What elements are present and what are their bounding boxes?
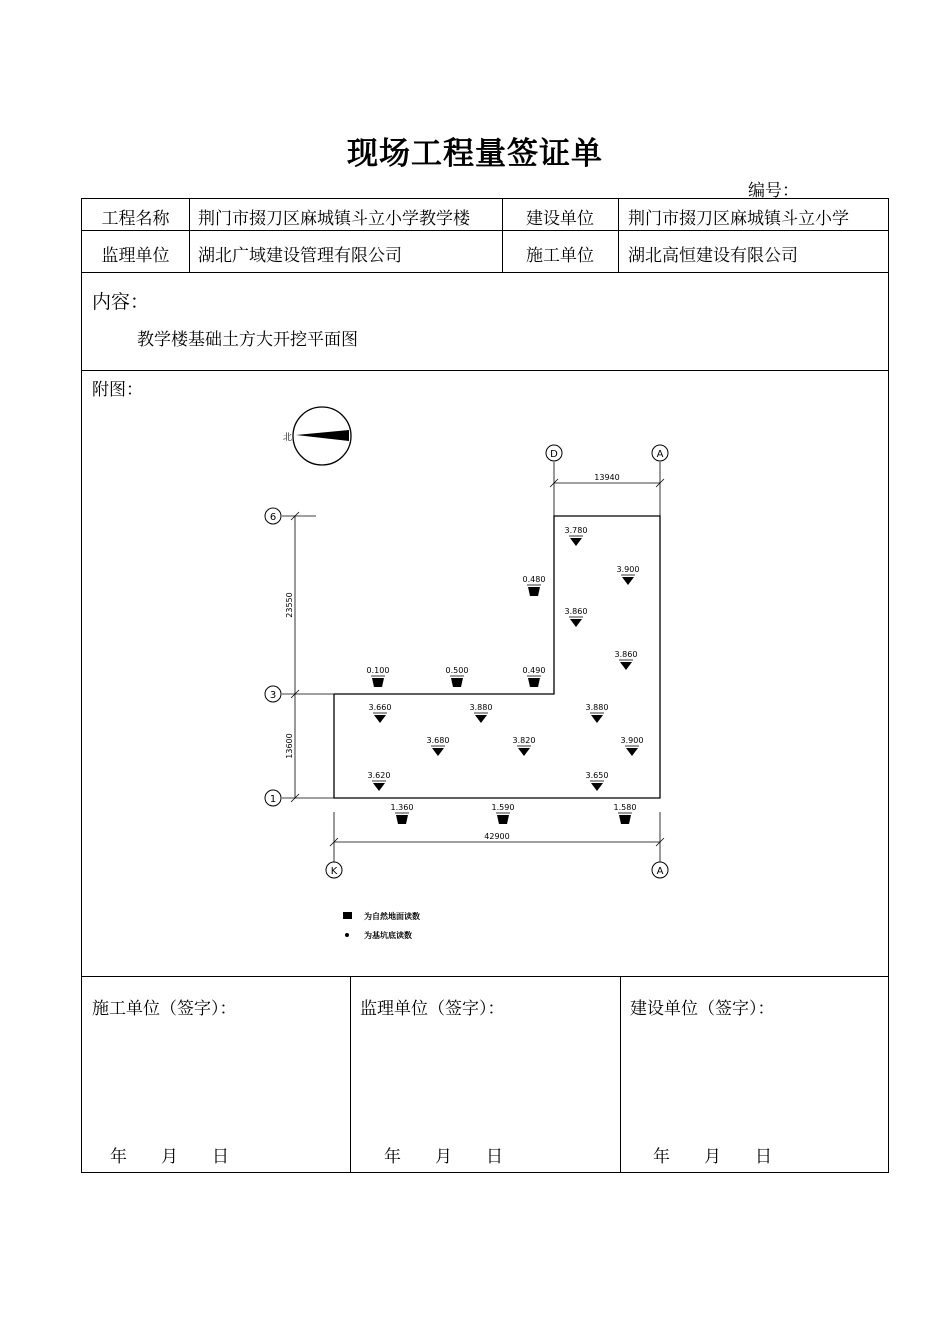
natural-ground-reading: 1.360 xyxy=(390,803,414,812)
pit-bottom-marker xyxy=(565,607,588,627)
axis-3-label: 3 xyxy=(269,690,277,701)
axis-6-label: 6 xyxy=(269,512,277,523)
supervisor-signature-date: 年 月 日 xyxy=(384,1147,503,1167)
pit-bottom-marker xyxy=(470,703,493,723)
pit-bottom-reading: 3.780 xyxy=(564,526,588,535)
dim-bottom-width: 42900 xyxy=(484,832,510,841)
natural-ground-marker xyxy=(391,803,414,824)
pit-bottom-marker xyxy=(586,771,609,791)
natural-ground-reading: 0.480 xyxy=(522,575,546,584)
project-name-value: 荆门市掇刀区麻城镇斗立小学教学楼 xyxy=(198,209,470,229)
natural-ground-marker xyxy=(614,803,637,824)
natural-ground-reading: 0.100 xyxy=(366,666,390,675)
attachment-label: 附图： xyxy=(92,380,143,400)
owner-signature-date: 年 月 日 xyxy=(653,1147,772,1167)
north-label: 北 xyxy=(283,433,293,443)
dim-top-width: 13940 xyxy=(594,473,620,482)
north-arrow-icon xyxy=(283,407,351,465)
owner-label: 建设单位 xyxy=(526,209,594,229)
drawing-legend xyxy=(343,911,420,940)
axis-k-label: K xyxy=(330,866,338,877)
axis-d-label: D xyxy=(550,449,558,460)
pit-bottom-marker xyxy=(586,703,609,723)
pit-bottom-reading: 3.860 xyxy=(564,607,588,616)
pit-bottom-reading: 3.880 xyxy=(469,703,493,712)
natural-ground-marker xyxy=(523,575,546,596)
pit-bottom-reading: 3.900 xyxy=(620,736,644,745)
dim-left-lower: 13600 xyxy=(285,733,294,759)
legend-dot-icon xyxy=(345,933,349,937)
natural-ground-reading: 1.590 xyxy=(491,803,515,812)
natural-ground-reading: 1.580 xyxy=(613,803,637,812)
pit-bottom-marker xyxy=(565,526,588,546)
document-title: 现场工程量签证单 xyxy=(347,136,603,172)
content-label: 内容： xyxy=(92,291,150,313)
natural-ground-marker xyxy=(446,666,469,687)
contractor-value: 湖北高恒建设有限公司 xyxy=(628,246,798,266)
legend-square-label: 为自然地面读数 xyxy=(364,912,420,921)
supervisor-value: 湖北广域建设管理有限公司 xyxy=(198,246,402,266)
supervisor-signature-label: 监理单位（签字）： xyxy=(360,999,505,1019)
pit-bottom-reading: 3.820 xyxy=(512,736,536,745)
legend-dot-label: 为基坑底读数 xyxy=(364,931,412,940)
project-name-label: 工程名称 xyxy=(101,209,170,229)
contractor-label: 施工单位 xyxy=(526,246,594,266)
legend-square-icon xyxy=(343,912,352,919)
owner-signature-label: 建设单位（签字）： xyxy=(630,999,775,1019)
pit-bottom-marker xyxy=(369,703,392,723)
pit-bottom-reading: 3.650 xyxy=(585,771,609,780)
pit-bottom-reading: 3.900 xyxy=(616,565,640,574)
building-outline xyxy=(334,516,660,798)
serial-number-label: 编号： xyxy=(748,181,799,201)
natural-ground-marker xyxy=(492,803,515,824)
contractor-signature-label: 施工单位（签字）： xyxy=(92,999,237,1019)
pit-bottom-reading: 3.860 xyxy=(614,650,638,659)
pit-bottom-marker xyxy=(427,736,450,756)
pit-bottom-marker xyxy=(617,565,640,585)
pit-bottom-reading: 3.680 xyxy=(426,736,450,745)
dim-left-upper: 23550 xyxy=(285,592,294,618)
owner-value: 荆门市掇刀区麻城镇斗立小学 xyxy=(628,209,849,229)
pit-bottom-marker xyxy=(621,736,644,756)
natural-ground-reading: 0.500 xyxy=(445,666,469,675)
axis-a-bottom-label: A xyxy=(656,866,664,877)
pit-bottom-marker xyxy=(615,650,638,670)
natural-ground-marker xyxy=(367,666,390,687)
pit-bottom-reading: 3.880 xyxy=(585,703,609,712)
pit-bottom-marker xyxy=(368,771,391,791)
natural-ground-reading: 0.490 xyxy=(522,666,546,675)
axis-1-label: 1 xyxy=(269,794,277,805)
pit-bottom-reading: 3.620 xyxy=(367,771,391,780)
pit-bottom-reading: 3.660 xyxy=(368,703,392,712)
natural-ground-marker xyxy=(523,666,546,687)
supervisor-label: 监理单位 xyxy=(101,246,170,266)
pit-bottom-marker xyxy=(513,736,536,756)
axis-a-top-label: A xyxy=(656,449,664,460)
content-text: 教学楼基础土方大开挖平面图 xyxy=(137,330,358,350)
contractor-signature-date: 年 月 日 xyxy=(110,1147,229,1167)
